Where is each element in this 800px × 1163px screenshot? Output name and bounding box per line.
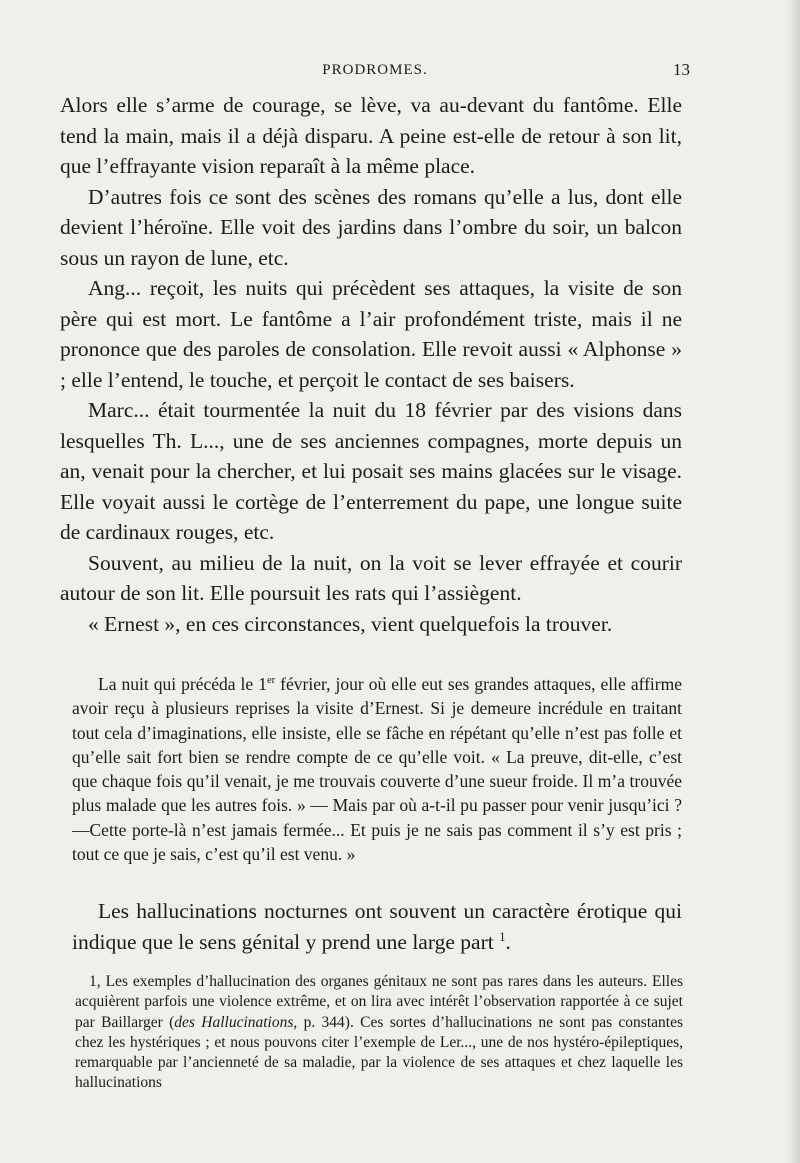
paragraph: Souvent, au milieu de la nuit, on la voit se lever effrayée et courir autour de son lit. Elle poursuit les rats qui l’assiègent. xyxy=(60,550,682,605)
footnote-citation: des Hallucinations xyxy=(174,1013,294,1031)
paragraph: Alors elle s’arme de courage, se lève, va au-devant du fantôme. Elle tend la main, mais il a déjà disparu. A peine est-elle de retour à son lit, que l’effrayante vision reparaît à la même place. xyxy=(60,93,682,178)
conclusion-end: . xyxy=(505,930,511,954)
running-title: PRODROMES. xyxy=(322,62,428,78)
quote-superscript: er xyxy=(266,675,276,687)
main-text xyxy=(60,90,682,639)
footnote-text xyxy=(75,972,683,1094)
paragraph: Marc... était tourmentée la nuit du 18 février par des visions dans lesquelles Th. L..., une de ses anciennes compagnes, morte depuis un an, venait pour la chercher, et lui posait ses mains glacées sur le visage. Elle voyait aussi le cortège de l’enterrement du pape, une longue suite de cardinaux rouges, etc. xyxy=(60,398,682,544)
footnote-reference[interactable]: 1 xyxy=(499,929,506,944)
paragraph: Ang... reçoit, les nuits qui précèdent ses attaques, la visite de son père qui est mort. Le fantôme a l’air profondément triste, mais il ne prononce que des paroles de consolation. Elle revoit aussi « Alphonse » ; elle l’entend, le touche, et perçoit le contact de ses baisers. xyxy=(60,276,682,392)
case-quote xyxy=(72,672,682,866)
footnote-marker: 1 xyxy=(89,973,97,990)
page-number: 13 xyxy=(673,60,690,79)
page-edge-shadow xyxy=(786,0,800,1163)
quote-intro: La nuit qui précéda le 1 xyxy=(98,674,267,694)
paragraph: D’autres fois ce sont des scènes des romans qu’elle a lus, dont elle devient l’héroïne. Elle voit des jardins dans l’ombre du soir, un balcon sous un rayon de lune, etc. xyxy=(60,184,682,270)
conclusion-paragraph xyxy=(72,896,682,958)
footnote-body-cont: , p. 344). Ces sortes d’hallucinations ne sont pas constantes chez les hystériques ; et nous pouvons citer l’exemple de Ler..., une de nos hystéro-épileptiques, remarquable par l’ancienneté de sa maladie, par la violence de ses attaques et chez laquelle les hallucinations xyxy=(75,1013,683,1092)
footnote xyxy=(75,972,683,1094)
paragraph: « Ernest », en ces circonstances, vient quelquefois la trouver. xyxy=(88,611,613,636)
paragraph xyxy=(72,896,682,958)
footnote-body: , Les exemples d’hallucination des organes génitaux ne sont pas rares dans les auteurs. Elles acquièrent parfois une violence extrême, et on lira avec intérêt l’observation rapportée à ce sujet par Baillarger ( xyxy=(75,973,683,1031)
conclusion-text: Les hallucinations nocturnes ont souvent un caractère érotique qui indique que le sens génital y prend une large part xyxy=(72,899,682,954)
quote-paragraph xyxy=(72,672,682,866)
page-header xyxy=(60,58,690,84)
quote-text: février, jour où elle eut ses grandes attaques, elle affirme avoir reçu à plusieurs reprises la visite d’Ernest. Si je demeure incrédule en traitant tout cela d’imaginations, elle insiste, elle se fâche en répétant qu’elle n’est pas folle et qu’elle sait fort bien se rendre compte de ce qu’elle voit. « La preuve, dit-elle, c’est que chaque fois qu’il venait, je me trouvais couverte d’une sueur froide. Il m’a trouvée plus malade que les autres fois. » — Mais par où a-t-il pu passer pour venir jusqu’ici ?—Cette porte-là n’est jamais fermée... Et puis je ne sais pas comment il s’y est pris ; tout ce que je sais, c’est qu’il est venu. » xyxy=(72,674,682,865)
